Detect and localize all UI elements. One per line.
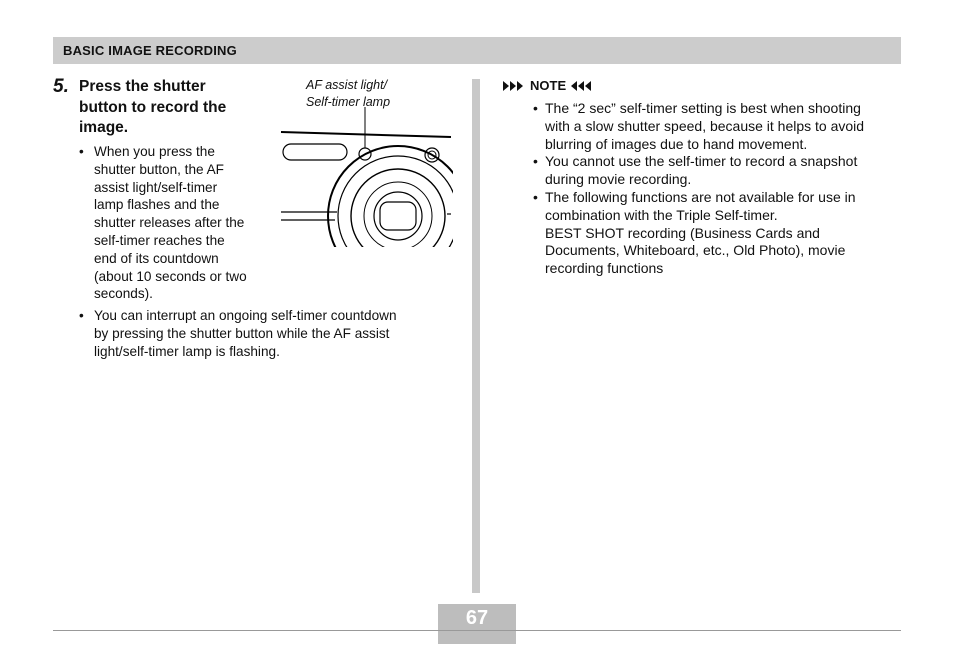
bullet-dot: • — [533, 153, 538, 170]
section-header-bar — [53, 37, 901, 64]
caption-line: Self-timer lamp — [306, 94, 391, 109]
step-title-line: image. — [79, 119, 129, 136]
note-label: NOTE — [530, 78, 567, 93]
text-line: recording functions — [545, 260, 664, 277]
column-divider — [472, 79, 480, 593]
note-item — [533, 100, 898, 153]
lens-inner — [374, 192, 422, 240]
text-line: (about 10 seconds or two — [94, 268, 247, 284]
bullet-dot: • — [79, 144, 84, 159]
text-line: shutter releases after the — [94, 215, 245, 231]
bullet-dot: • — [79, 308, 84, 323]
text-line: lamp flashes and the — [94, 197, 220, 213]
text-line: When you press the — [94, 144, 215, 159]
text-line: You can interrupt an ongoing self-timer countdown — [94, 308, 397, 323]
step-title — [79, 77, 279, 139]
step-title-line: Press the shutter — [79, 78, 206, 95]
note-list — [533, 100, 898, 278]
note-heading — [503, 78, 593, 93]
text-line: light/self-timer lamp is flashing. — [94, 343, 280, 359]
text-line: blurring of images due to hand movement. — [545, 135, 808, 152]
text-line: The following functions are not available for use in — [545, 188, 856, 205]
text-line: The “2 sec” self-timer setting is best when shooting — [545, 100, 861, 116]
note-right-marker-icon — [571, 80, 593, 92]
text-line: during movie recording. — [545, 171, 692, 188]
footer-rule — [53, 630, 901, 631]
text-line: self-timer reaches the — [94, 232, 225, 248]
text-line: with a slow shutter speed, because it helps to avoid — [545, 117, 865, 134]
note-left-marker-icon — [503, 80, 525, 92]
text-line: assist light/self-timer — [94, 179, 218, 195]
camera-front-illustration — [279, 104, 453, 250]
text-line: seconds). — [94, 286, 153, 302]
section-title: BASIC IMAGE RECORDING — [63, 43, 237, 58]
step-number: 5. — [53, 76, 69, 97]
lens-shutter — [380, 202, 416, 230]
text-line: by pressing the shutter button while the AF assist — [94, 325, 390, 341]
text-line: end of its countdown — [94, 250, 219, 266]
bullet-dot: • — [533, 188, 538, 205]
flash-window — [283, 144, 347, 160]
text-line: Documents, Whiteboard, etc., Old Photo), movie — [545, 242, 846, 259]
bullet-dot: • — [533, 100, 538, 116]
page-number-box — [438, 604, 516, 644]
step-title-line: button to record the — [79, 98, 227, 116]
text-line: You cannot use the self-timer to record a snapshot — [545, 153, 858, 170]
note-item — [533, 189, 898, 278]
camera-top-edge — [281, 132, 451, 137]
caption-line: AF assist light/ — [306, 78, 388, 92]
note-item — [533, 153, 898, 189]
text-line: shutter button, the AF — [94, 161, 224, 177]
page-number: 67 — [465, 607, 489, 629]
text-line: combination with the Triple Self-timer. — [545, 206, 778, 223]
text-line: BEST SHOT recording (Business Cards and — [545, 224, 820, 241]
